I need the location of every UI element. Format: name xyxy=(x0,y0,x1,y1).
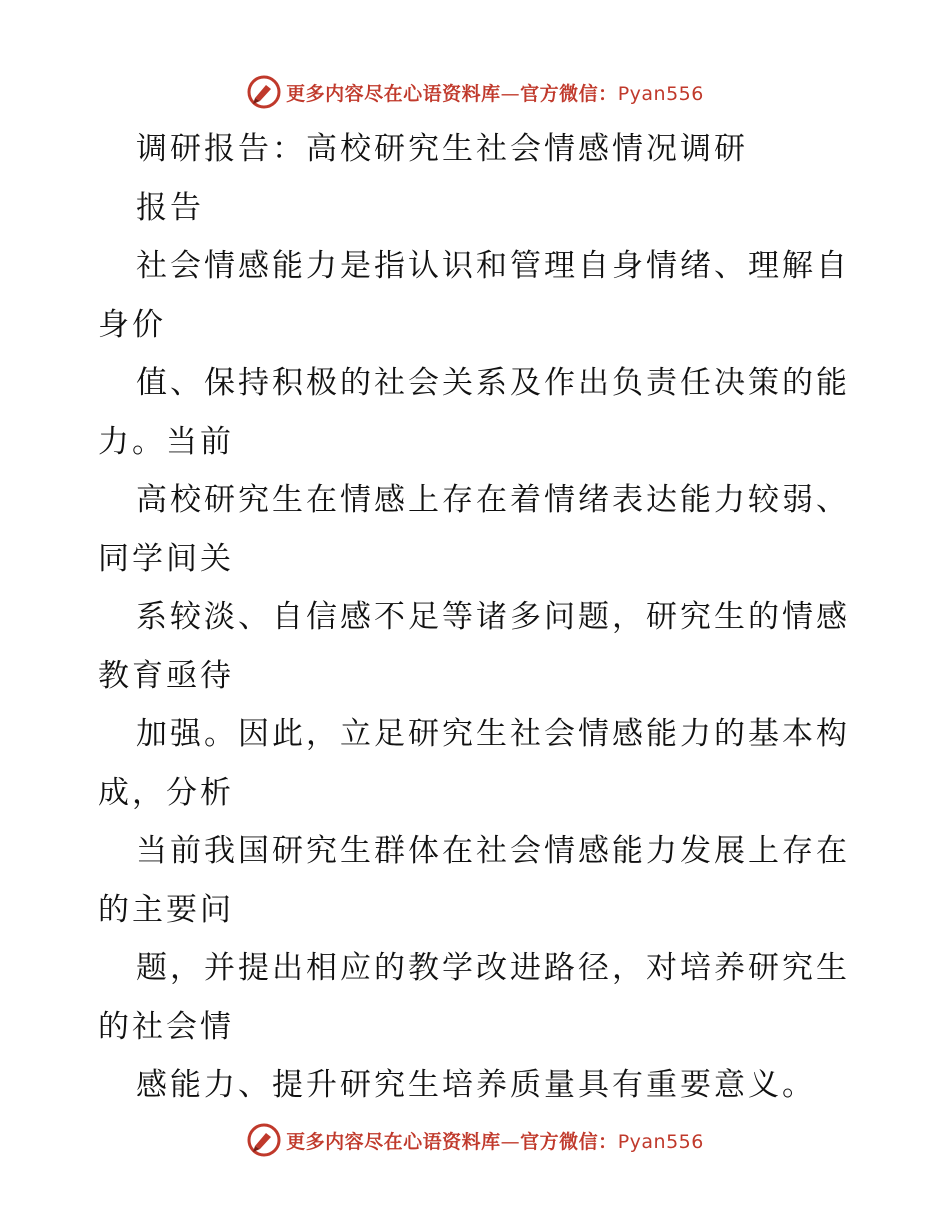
paragraph-line: 的主要问 xyxy=(98,891,234,928)
banner-text: 更多内容尽在心语资料库—官方微信：Pyan556 xyxy=(286,1130,704,1153)
document-body xyxy=(98,120,858,1115)
footer-banner xyxy=(0,1118,950,1162)
paragraph-line: 感能力、提升研究生培养质量具有重要意义。 xyxy=(136,1067,816,1103)
paragraph-line: 系较淡、自信感不足等诸多问题，研究生的情感 xyxy=(136,599,850,635)
paragraph-line: 题，并提出相应的教学改进路径，对培养研究生 xyxy=(136,950,850,986)
paragraph-line: 成，分析 xyxy=(98,774,234,811)
paragraph-line: 社会情感能力是指认识和管理自身情绪、理解自 xyxy=(136,248,850,284)
paragraph-line: 同学间关 xyxy=(98,540,234,577)
paragraph-line: 教育亟待 xyxy=(98,657,234,694)
paragraph-line: 值、保持积极的社会关系及作出负责任决策的能 xyxy=(136,365,850,401)
pen-circle-logo-icon xyxy=(246,74,282,110)
banner-text: 更多内容尽在心语资料库—官方微信：Pyan556 xyxy=(286,82,704,105)
paragraph-line: 当前我国研究生群体在社会情感能力发展上存在 xyxy=(136,833,850,869)
title-line-2: 报告 xyxy=(136,189,204,226)
pen-circle-logo-icon xyxy=(246,1122,282,1158)
paragraph-line: 身价 xyxy=(98,306,166,343)
paragraph-line: 的社会情 xyxy=(98,1008,234,1045)
paragraph-line: 高校研究生在情感上存在着情绪表达能力较弱、 xyxy=(136,482,850,518)
paragraph-line: 力。当前 xyxy=(98,423,234,460)
header-banner xyxy=(0,70,950,114)
paragraph-line: 加强。因此，立足研究生社会情感能力的基本构 xyxy=(136,716,850,752)
title-line-1: 调研报告：高校研究生社会情感情况调研 xyxy=(136,131,748,167)
